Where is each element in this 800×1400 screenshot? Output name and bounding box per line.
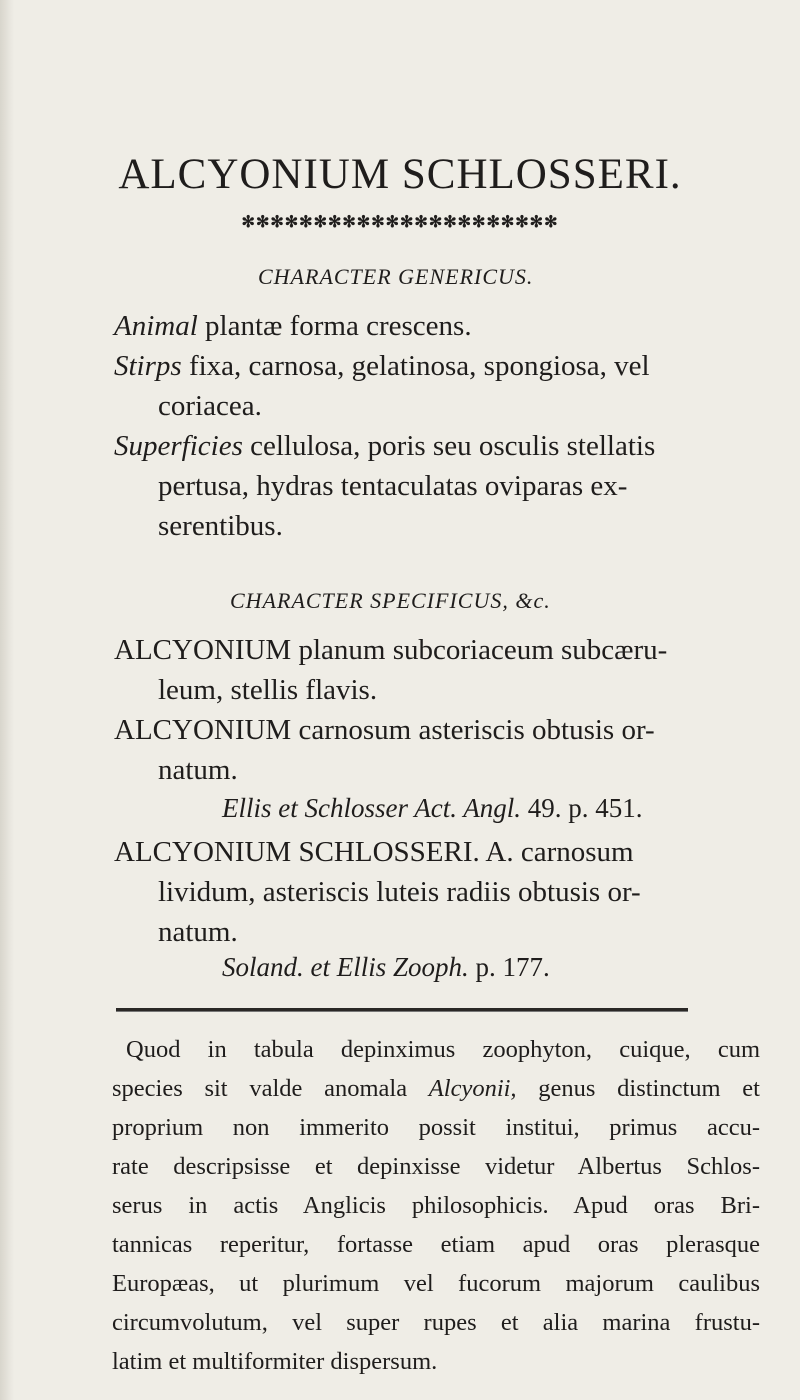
section-divider [116,1008,688,1012]
species-entry-3: ALCYONIUM SCHLOSSERI. A. carnosum lividum, asteriscis luteis radiis obtusis or- natum. [114,836,641,948]
generic-heading: CHARACTER GENERICUS. [258,264,534,289]
generic-stirps: Stirps fixa, carnosa, gelatinosa, spongiosa, vel coriacea. [114,350,650,422]
label-stirps: Stirps [114,350,182,382]
species-entry-2: ALCYONIUM carnosum asteriscis obtusis or- natum. [114,714,655,786]
reference-ellis-schlosser: Ellis et Schlosser Act. Angl. 49. p. 451. [222,793,643,823]
asterisk-ornament: ✻✻✻✻✻✻✻✻✻✻✻✻✻✻✻✻✻✻✻✻✻✻ [241,214,559,231]
generic-animal: Animal plantæ forma crescens. [114,310,472,342]
description-paragraph: Quod in tabula depinximus zoophyton, cuique, cum species sit valde anomala Alcyonii, genus distinctum et proprium non immerito possit institui, primus accu- rate descripsisse et depinxisse videtur Albertus Schlos- serus in actis Anglicis philosophicis. Apud oras Bri- tannicas reperitur, fortasse etiam apud oras plerasque Europæas, ut plurimum vel fucorum majorum caulibus circumvolutum, vel super rupes et alia marina frustu- latim et multiformiter dispersum. [112,1036,760,1375]
generic-superficies: Superficies cellulosa, poris seu osculis stellatis pertusa, hydras tentaculatas oviparas ex- serentibus. [114,430,656,542]
label-animal: Animal [114,310,198,342]
page-binding-edge [0,0,14,1400]
reference-soland-ellis: Soland. et Ellis Zooph. p. 177. [222,952,550,982]
species-entry-1: ALCYONIUM planum subcoriaceum subcæru- leum, stellis flavis. [114,634,668,706]
specific-heading: CHARACTER SPECIFICUS, &c. [230,588,551,613]
label-superficies: Superficies [114,430,243,462]
page-title: ALCYONIUM SCHLOSSERI. [118,151,682,198]
